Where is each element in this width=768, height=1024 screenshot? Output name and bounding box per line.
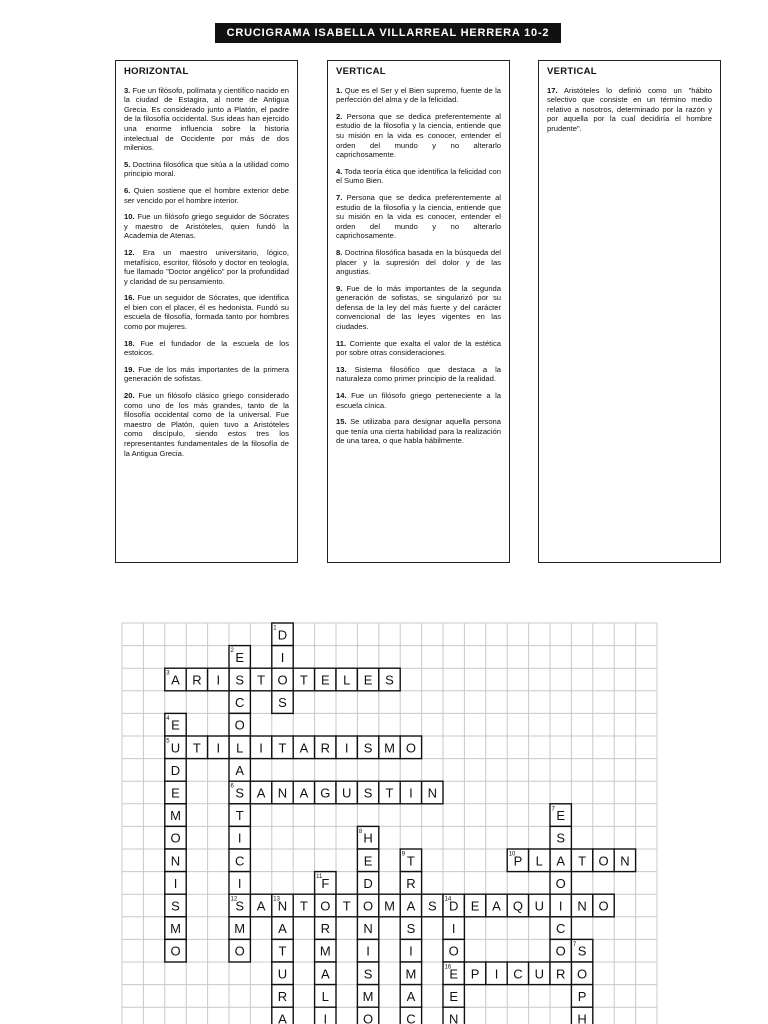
svg-text:L: L [535, 853, 543, 869]
svg-text:P: P [470, 966, 480, 982]
clue-text: Fue un filósofo clásico griego considerado como uno de los más grandes, tanto de la filosofía occidental como de la universal. Fue maestro de Platón, quien tuvo a Aristóteles como discípulo, siendo estos tres los representantes fundamentales de la filosofía de la Antigua Grecia. [124, 391, 289, 458]
crossword-cell [272, 962, 293, 985]
crossword-cell [379, 781, 400, 804]
vertical-heading-2: VERTICAL [547, 66, 597, 77]
crossword-cell [250, 736, 271, 759]
svg-text:N: N [449, 1011, 459, 1024]
svg-text:C: C [556, 921, 566, 937]
svg-text:C: C [406, 1011, 416, 1024]
clue-text: Toda teoría ética que identifica la felicidad con el Sumo Bien. [336, 166, 501, 186]
crossword-cell [165, 826, 186, 849]
clue-text: Fue el fundador de la escuela de los estoicos. [124, 338, 289, 358]
clue-text: Fue un filósofo griego seguidor de Sócrates y maestro de Aristóteles, quien fundó la Academia de Atenas. [124, 212, 289, 241]
crossword-cell [357, 1007, 378, 1024]
clue-number-label: 5 [166, 738, 170, 745]
crossword-cell [315, 939, 336, 962]
crossword-cell [315, 668, 336, 691]
svg-text:A: A [278, 921, 287, 937]
svg-text:I: I [280, 649, 285, 665]
svg-text:A: A [171, 672, 180, 688]
clue-number: 14. [336, 391, 347, 401]
crossword-cell [229, 939, 250, 962]
crossword-cell [272, 781, 293, 804]
clue-number-label: 4 [166, 715, 170, 722]
crossword-cell [400, 985, 421, 1008]
crossword-cell [315, 894, 336, 917]
clue-text: Corriente que exalta el valor de la estética por sobre otras consideraciones. [336, 338, 501, 358]
crossword-cell [443, 939, 464, 962]
crossword-cell [400, 781, 421, 804]
crossword-cell [229, 872, 250, 895]
crossword-cell [229, 736, 250, 759]
crossword-cell [571, 894, 592, 917]
clue-number: 7. [336, 192, 343, 202]
svg-text:E: E [449, 988, 459, 1004]
horizontal-heading: HORIZONTAL [124, 66, 189, 77]
crossword-cell [357, 894, 378, 917]
svg-text:T: T [385, 785, 394, 801]
clue-text: Fue un seguidor de Sócrates, que identifica el bien con el placer, él es hedonista. Fundó su escuela de filosofía, formada tanto por hombres como por mujeres. [124, 293, 289, 332]
svg-text:N: N [277, 785, 288, 801]
svg-text:E: E [171, 785, 180, 801]
clue-text: Se utilizaba para designar aquella persona que tenía una cierta habilidad para la realización de una tarea, o que habla hábilmente. [336, 417, 501, 446]
svg-text:M: M [405, 966, 417, 982]
crossword-cell [443, 917, 464, 940]
crossword-cell [186, 736, 207, 759]
crossword-cell [272, 917, 293, 940]
svg-text:A: A [556, 853, 566, 869]
crossword-cell [464, 962, 485, 985]
crossword-cell [315, 985, 336, 1008]
svg-text:N: N [363, 921, 373, 937]
crossword-cell [229, 849, 250, 872]
svg-text:R: R [277, 988, 288, 1004]
svg-text:C: C [513, 966, 523, 982]
crossword-cell [400, 917, 421, 940]
crossword-cell [357, 962, 378, 985]
svg-text:E: E [235, 649, 245, 665]
clue-number-label: 3 [166, 670, 170, 677]
svg-text:O: O [234, 943, 245, 959]
crossword-cell [486, 894, 507, 917]
crossword-cell [208, 668, 229, 691]
crossword-cell [229, 826, 250, 849]
crossword-cell [357, 985, 378, 1008]
svg-text:M: M [362, 988, 374, 1004]
crossword-cell [357, 781, 378, 804]
svg-text:S: S [171, 898, 180, 914]
crossword-cell [357, 917, 378, 940]
svg-text:I: I [409, 943, 413, 959]
crossword-cell [272, 646, 293, 669]
crossword-cell [229, 668, 250, 691]
clue-number: 5. [124, 159, 131, 169]
svg-text:F: F [321, 875, 330, 891]
svg-text:E: E [320, 672, 330, 688]
clue-number: 8. [336, 247, 343, 257]
clue-number: 13. [336, 364, 347, 374]
svg-text:I: I [494, 966, 499, 982]
crossword-cell [443, 1007, 464, 1024]
crossword-cell [165, 781, 186, 804]
crossword-cell [229, 804, 250, 827]
svg-text:N: N [170, 853, 181, 869]
clue-number-label: 7 [572, 941, 577, 948]
svg-text:T: T [342, 898, 351, 914]
svg-text:T: T [257, 672, 266, 688]
svg-text:G: G [320, 785, 331, 801]
crossword-cell [293, 894, 314, 917]
svg-text:I: I [366, 943, 370, 959]
svg-text:T: T [299, 898, 308, 914]
svg-text:N: N [577, 898, 587, 914]
crossword-cell [165, 759, 186, 782]
svg-text:S: S [235, 785, 245, 801]
clue-text: Sistema filosófico que destaca a la naturaleza como primer principio de la realidad. [336, 364, 501, 384]
crossword-cell [315, 917, 336, 940]
svg-text:D: D [449, 898, 459, 914]
svg-text:U: U [534, 898, 544, 914]
clue-text: Fue de los más importantes de la primera generación de sofistas. [124, 364, 289, 384]
svg-text:Q: Q [512, 898, 523, 914]
svg-text:C: C [235, 695, 245, 711]
crossword-cell [336, 781, 357, 804]
crossword-cell [529, 894, 550, 917]
crossword-cell [550, 849, 571, 872]
clue-number-label: 2 [230, 648, 234, 655]
crossword-cell [229, 713, 250, 736]
crossword-cell [250, 668, 271, 691]
clue-number: 3. [124, 85, 131, 95]
svg-text:L: L [343, 672, 351, 688]
svg-text:U: U [342, 785, 352, 801]
svg-text:I: I [216, 740, 221, 756]
crossword-cell [357, 668, 378, 691]
crossword-cell [336, 668, 357, 691]
svg-text:E: E [363, 853, 373, 869]
crossword-cell [357, 736, 378, 759]
svg-text:O: O [363, 1011, 374, 1024]
svg-text:O: O [405, 740, 416, 756]
svg-text:S: S [278, 695, 287, 711]
clue-number-label: 13 [273, 896, 280, 903]
crossword-cell [250, 894, 271, 917]
crossword-cell [315, 736, 336, 759]
svg-text:O: O [363, 898, 374, 914]
crossword-cell [400, 962, 421, 985]
crossword-cell [571, 1007, 592, 1024]
crossword-cell [422, 781, 443, 804]
svg-text:U: U [277, 966, 288, 982]
svg-text:O: O [555, 943, 566, 959]
crossword-cell [571, 985, 592, 1008]
crossword-cell [529, 849, 550, 872]
crossword-cell [208, 736, 229, 759]
svg-text:I: I [344, 740, 349, 756]
svg-text:T: T [278, 943, 287, 959]
svg-text:E: E [363, 672, 373, 688]
crossword-cell [272, 939, 293, 962]
svg-text:I: I [237, 830, 242, 846]
svg-text:O: O [277, 672, 288, 688]
crossword-cell [165, 894, 186, 917]
clue-number-label: 11 [316, 874, 323, 881]
clue-number: 15. [336, 417, 347, 427]
svg-text:T: T [578, 853, 587, 869]
crossword-cell [165, 872, 186, 895]
clue-number: 9. [336, 283, 343, 293]
crossword-cell [165, 917, 186, 940]
svg-text:M: M [319, 943, 331, 959]
crossword-cell [529, 962, 550, 985]
crossword-cell [272, 736, 293, 759]
crossword-cell [400, 894, 421, 917]
clue-number-label: 8 [358, 828, 363, 835]
svg-text:M: M [384, 740, 395, 756]
svg-text:I: I [216, 672, 221, 688]
svg-text:I: I [558, 898, 563, 914]
svg-text:N: N [620, 853, 630, 869]
svg-text:O: O [598, 898, 609, 914]
svg-text:T: T [299, 672, 308, 688]
crossword-cell [293, 736, 314, 759]
crossword-cell [336, 736, 357, 759]
svg-text:E: E [556, 808, 566, 824]
svg-text:M: M [234, 921, 246, 937]
crossword-cell [379, 894, 400, 917]
crossword-cell [379, 736, 400, 759]
clue-number: 4. [336, 166, 343, 176]
svg-text:I: I [451, 921, 456, 937]
crossword-cell [315, 1007, 336, 1024]
svg-text:S: S [427, 898, 437, 914]
svg-text:A: A [256, 898, 266, 914]
crossword-cell [400, 736, 421, 759]
crossword-cell [550, 894, 571, 917]
svg-text:T: T [406, 853, 415, 869]
svg-text:R: R [406, 875, 416, 891]
svg-text:A: A [320, 966, 330, 982]
crossword-cell [315, 962, 336, 985]
svg-text:U: U [170, 740, 181, 756]
clue-number: 2. [336, 111, 343, 121]
clue-number-label: 12 [230, 896, 238, 903]
crossword-cell [422, 894, 443, 917]
svg-text:H: H [363, 830, 373, 846]
svg-text:A: A [278, 1011, 287, 1024]
svg-text:R: R [320, 740, 330, 756]
svg-text:A: A [299, 785, 309, 801]
svg-text:I: I [173, 875, 178, 891]
svg-text:T: T [235, 808, 244, 824]
svg-text:D: D [277, 627, 288, 643]
svg-text:N: N [277, 898, 288, 914]
svg-text:D: D [170, 762, 181, 778]
svg-text:S: S [363, 966, 373, 982]
svg-text:P: P [577, 988, 587, 1004]
svg-text:I: I [259, 740, 263, 756]
crossword-cell [357, 849, 378, 872]
svg-text:A: A [256, 785, 266, 801]
svg-text:R: R [192, 672, 202, 688]
crossword-cell [357, 872, 378, 895]
svg-text:A: A [406, 898, 416, 914]
vertical-heading: VERTICAL [336, 66, 386, 77]
svg-text:M: M [170, 921, 181, 937]
crossword-cell [186, 668, 207, 691]
crossword-cell [165, 939, 186, 962]
clue-number-label: 16 [444, 964, 452, 971]
crossword-cell [593, 894, 614, 917]
svg-text:R: R [320, 921, 330, 937]
clue-number-label: 1 [273, 625, 277, 632]
worksheet-title: CRUCIGRAMA ISABELLA VILLARREAL HERRERA 10-2 [215, 23, 561, 43]
svg-text:T: T [278, 740, 287, 756]
crossword-cell [250, 781, 271, 804]
crossword-cell [507, 962, 528, 985]
svg-text:S: S [556, 830, 566, 846]
clue-text: Fue un filósofo griego perteneciente a la escuela cínica. [336, 391, 501, 410]
crossword-cell [357, 939, 378, 962]
svg-text:O: O [234, 717, 245, 733]
clue-text: Fue de lo más importantes de la segunda generación de sofistas, se singularizó por su defensa de la ley del más fuerte y del carácter convencional de las leyes vigentes en las ciudades. [336, 283, 501, 332]
svg-text:A: A [235, 762, 245, 778]
clue-text: Doctrina filosófica basada en la búsqueda del placer y la supresión del dolor y de las angustias. [336, 247, 501, 277]
svg-text:S: S [235, 672, 245, 688]
clue-number: 16. [124, 293, 135, 303]
crossword-cell [464, 894, 485, 917]
crossword-cell [336, 894, 357, 917]
crossword-cell [550, 939, 571, 962]
crossword-cell [550, 962, 571, 985]
svg-text:A: A [406, 988, 416, 1004]
crossword-cell [507, 894, 528, 917]
crossword-cell [400, 939, 421, 962]
svg-text:O: O [170, 943, 181, 959]
crossword-cell [229, 759, 250, 782]
clue-text: Que es el Ser y el Bien supremo, fuente de la perfección del alma y de la felicidad. [336, 85, 501, 105]
clue-text: Quien sostiene que el hombre exterior debe ser vencido por el hombre interior. [124, 185, 289, 205]
crossword-cell [400, 872, 421, 895]
clue-number: 20. [124, 391, 135, 401]
crossword-cell [550, 872, 571, 895]
crossword-cell [165, 804, 186, 827]
svg-text:O: O [170, 830, 181, 846]
crossword-cell [315, 781, 336, 804]
clue-number: 6. [124, 185, 131, 195]
crossword-cell [486, 962, 507, 985]
clue-text: Persona que se dedica preferentemente al estudio de la filosofía y la ciencia, entiende que su misión en la vida es conocer, entender el orden del mundo y no alterarlo caprichosamente. [336, 192, 501, 241]
crossword-cell [550, 917, 571, 940]
svg-text:R: R [556, 966, 566, 982]
clue-number: 12. [124, 247, 135, 257]
clue-number: 17. [547, 85, 558, 95]
clue-text: Era un maestro universitario, lógico, metafísico, escritor, filósofo y doctor en teología, fue llamado "Doctor angélico" por la profundidad y claridad de su pensamiento. [124, 247, 289, 286]
crossword-cell [165, 849, 186, 872]
svg-text:E: E [449, 966, 459, 982]
svg-text:L: L [236, 740, 244, 756]
clue-number: 19. [124, 364, 135, 374]
svg-text:H: H [577, 1011, 587, 1024]
crossword-cell [272, 985, 293, 1008]
svg-text:D: D [363, 875, 373, 891]
svg-text:E: E [470, 898, 480, 914]
clue-number-label: 6 [230, 783, 234, 790]
crossword-cell [229, 917, 250, 940]
svg-text:T: T [192, 740, 201, 756]
crossword-cell [443, 985, 464, 1008]
crossword-cell [593, 849, 614, 872]
svg-text:C: C [235, 853, 245, 869]
clue-text: Fue un filósofo, polímata y científico nacido en la ciudad de Estagira, al norte de Antigua Grecia. Es considerado junto a Platón, el padre de la filosofía occidental. Sus ideas han ejercido una enorme influencia sobre la historia intelectual de Occidente por más de dos milenios. [124, 85, 289, 153]
crossword-cell [272, 1007, 293, 1024]
clue-number: 10. [124, 212, 135, 222]
crossword-cell [272, 691, 293, 714]
svg-text:M: M [170, 808, 181, 824]
crossword-cell [229, 691, 250, 714]
clue-number: 18. [124, 338, 135, 348]
clue-text: Persona que se dedica preferentemente al estudio de la filosofía y la ciencia, entiende que su misión en la vida es conocer, entender el orden del mundo y no alterarlo caprichosamente. [336, 111, 501, 160]
clue-number: 11. [336, 338, 347, 348]
clue-number: 1. [336, 85, 343, 95]
clue-number-label: 10 [508, 851, 516, 858]
svg-text:A: A [492, 898, 501, 914]
crossword-cell [293, 668, 314, 691]
svg-text:A: A [299, 740, 309, 756]
svg-text:S: S [577, 943, 587, 959]
svg-text:E: E [171, 717, 180, 733]
svg-text:I: I [237, 875, 242, 891]
clue-number-label: 9 [401, 851, 406, 858]
svg-text:S: S [406, 921, 416, 937]
svg-text:S: S [235, 898, 245, 914]
svg-text:S: S [363, 785, 373, 801]
crossword-cell [293, 781, 314, 804]
svg-text:I: I [323, 1011, 328, 1024]
crossword-cell [614, 849, 635, 872]
svg-text:O: O [555, 875, 566, 891]
clue-text: Doctrina filosófica que sitúa a la utilidad como principio moral. [124, 159, 289, 179]
svg-text:U: U [534, 966, 544, 982]
svg-text:O: O [598, 853, 609, 869]
clue-number-label: 7 [551, 806, 555, 813]
crossword-cell [379, 668, 400, 691]
crossword-cell [571, 962, 592, 985]
crossword-cell [400, 1007, 421, 1024]
crossword-cell [571, 849, 592, 872]
svg-text:S: S [385, 672, 394, 688]
clue-text: Aristóteles lo definió como un "hábito selectivo que consiste en un término medio relativo a nosotros, determinado por la razón y por aquella por la cual decidiría el hombre prudente". [547, 85, 712, 133]
svg-text:O: O [448, 943, 459, 959]
crossword-cell [550, 826, 571, 849]
crossword-cell [272, 668, 293, 691]
svg-text:O: O [577, 966, 588, 982]
svg-text:S: S [363, 740, 373, 756]
svg-text:P: P [513, 853, 523, 869]
clue-number-label: 14 [444, 896, 452, 903]
svg-text:N: N [427, 785, 437, 801]
svg-text:M: M [384, 898, 395, 914]
svg-text:O: O [320, 898, 331, 914]
svg-text:L: L [321, 988, 329, 1004]
svg-text:I: I [409, 785, 413, 801]
